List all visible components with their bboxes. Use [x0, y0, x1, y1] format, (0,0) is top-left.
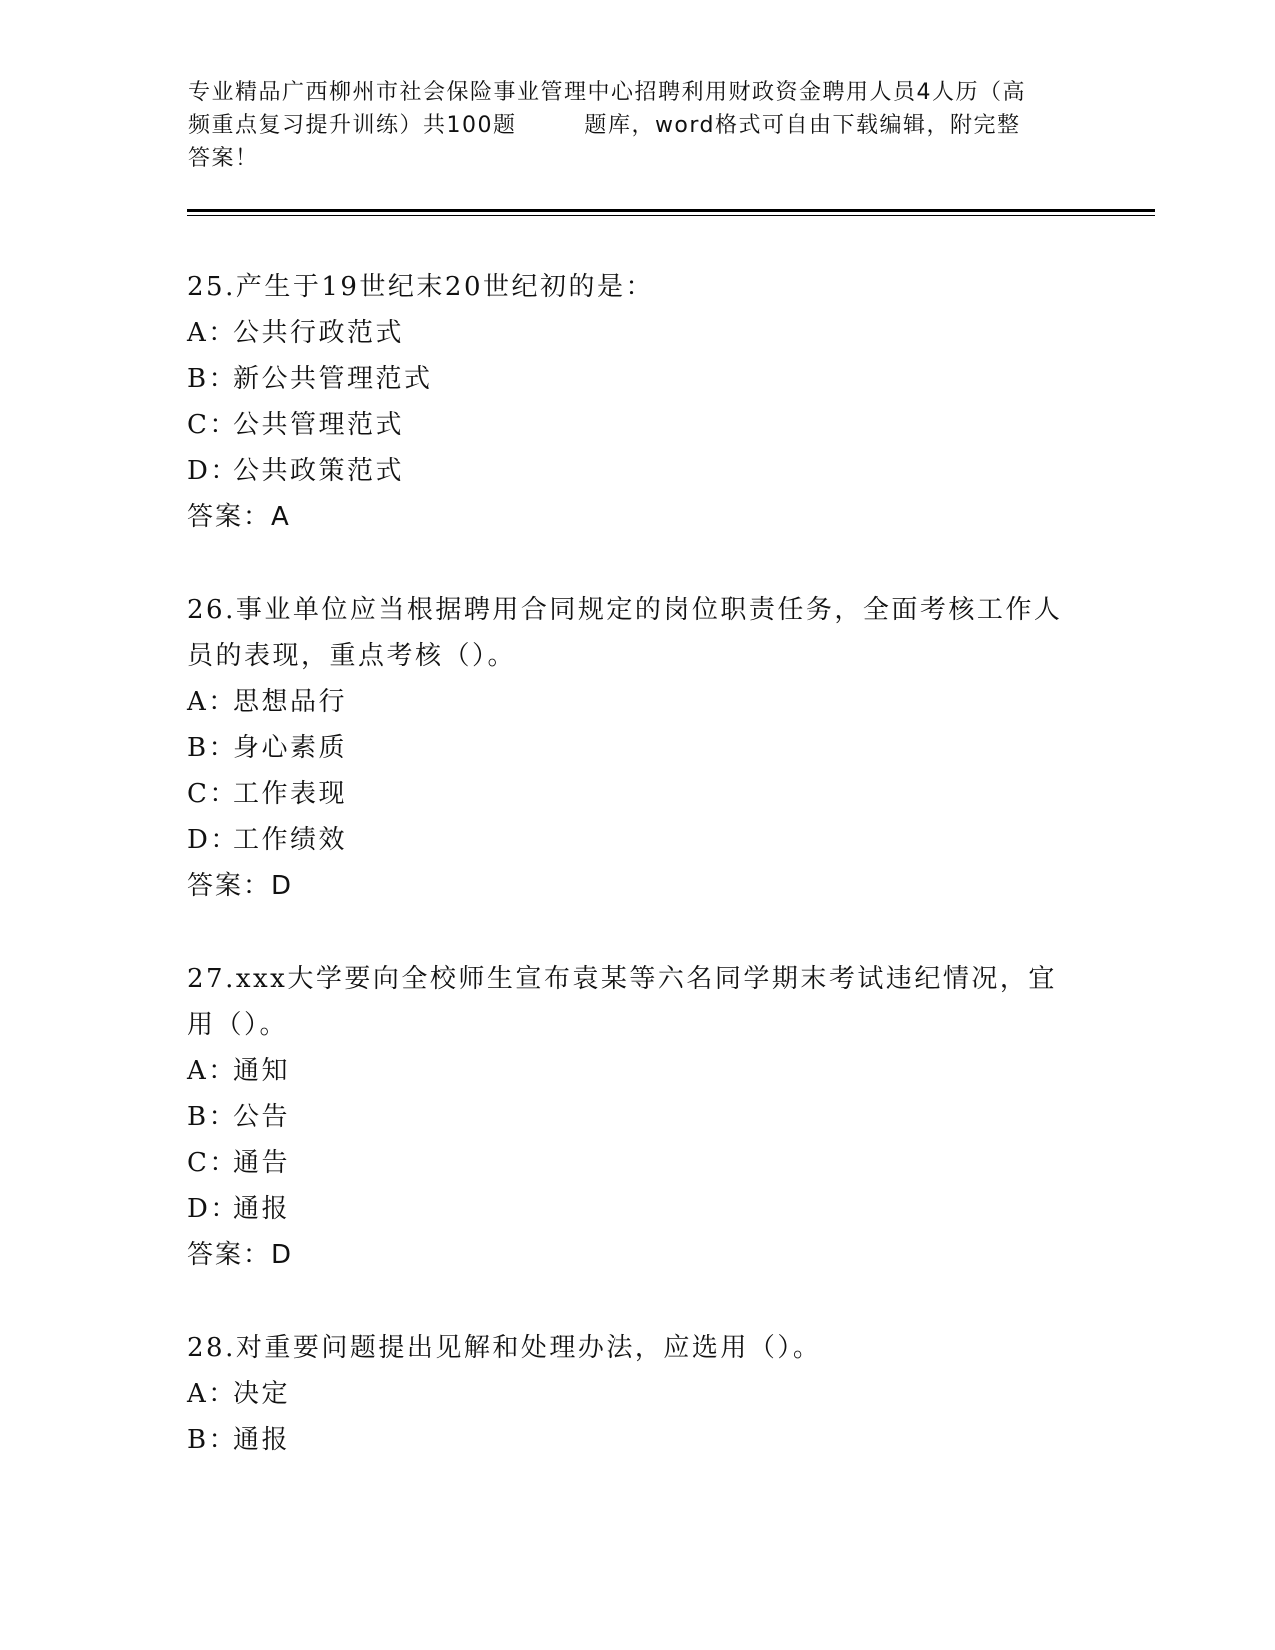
answer-option — [187, 1371, 1087, 1417]
answer-option — [187, 817, 1087, 863]
option-key: D： — [187, 1194, 239, 1224]
option-key: A： — [187, 1379, 237, 1409]
answer-option — [187, 1417, 1087, 1463]
answer-option — [187, 1094, 1087, 1140]
answer-line: 答案：D — [187, 871, 294, 901]
answer-option — [187, 1140, 1087, 1186]
option-key: A： — [187, 1056, 237, 1086]
question-list — [187, 264, 1087, 1510]
option-key: C： — [187, 779, 238, 809]
answer-option — [187, 771, 1087, 817]
answer-option — [187, 1048, 1087, 1094]
option-key: A： — [187, 318, 237, 348]
option-key: A： — [187, 687, 237, 717]
answer-option — [187, 310, 1087, 356]
question-text: 员的表现，重点考核（）。 — [187, 641, 517, 671]
option-text: 工作绩效 — [233, 825, 348, 855]
answer-line: 答案：A — [187, 502, 291, 532]
question-text: 26.事业单位应当根据聘用合同规定的岗位职责任务，全面考核工作人 — [187, 595, 1063, 625]
option-key: B： — [187, 1102, 238, 1132]
answer-option — [187, 448, 1087, 494]
option-key: B： — [187, 364, 238, 394]
title-line: 答案！ — [188, 146, 259, 171]
title-line: 专业精品广西柳州市社会保险事业管理中心招聘利用财政资金聘用人员4人历（高 — [188, 80, 1026, 105]
option-text: 公共政策范式 — [233, 456, 405, 486]
option-key: D： — [187, 456, 239, 486]
question-block — [187, 587, 1087, 909]
option-text: 新公共管理范式 — [233, 364, 433, 394]
option-text: 公共行政范式 — [233, 318, 405, 348]
question-text: 27.xxx大学要向全校师生宣布袁某等六名同学期末考试违纪情况，宜 — [187, 964, 1057, 994]
question-text: 25.产生于19世纪末20世纪初的是： — [187, 272, 655, 302]
option-text: 通报 — [233, 1194, 291, 1224]
answer-option — [187, 1186, 1087, 1232]
answer-option — [187, 356, 1087, 402]
question-block — [187, 1325, 1087, 1463]
header-divider-thin — [187, 215, 1155, 216]
option-text: 工作表现 — [233, 779, 348, 809]
option-key: B： — [187, 1425, 238, 1455]
answer-option — [187, 679, 1087, 725]
option-text: 思想品行 — [233, 687, 348, 717]
question-block — [187, 956, 1087, 1278]
option-text: 通知 — [233, 1056, 291, 1086]
option-key: B： — [187, 733, 238, 763]
option-key: C： — [187, 410, 238, 440]
answer-option — [187, 725, 1087, 771]
title-line: 频重点复习提升训练）共100题 题库，word格式可自由下载编辑，附完整 — [188, 113, 1021, 138]
option-text: 决定 — [233, 1379, 291, 1409]
option-text: 通告 — [233, 1148, 291, 1178]
question-block — [187, 264, 1087, 540]
answer-option — [187, 402, 1087, 448]
question-text: 用（）。 — [187, 1010, 289, 1040]
option-text: 通报 — [233, 1425, 291, 1455]
answer-line: 答案：D — [187, 1240, 294, 1270]
option-key: D： — [187, 825, 239, 855]
option-key: C： — [187, 1148, 238, 1178]
document-title — [188, 76, 1093, 175]
header-divider-thick — [187, 209, 1155, 212]
option-text: 公告 — [233, 1102, 291, 1132]
option-text: 身心素质 — [233, 733, 348, 763]
question-text: 28.对重要问题提出见解和处理办法，应选用（）。 — [187, 1333, 822, 1363]
option-text: 公共管理范式 — [233, 410, 405, 440]
